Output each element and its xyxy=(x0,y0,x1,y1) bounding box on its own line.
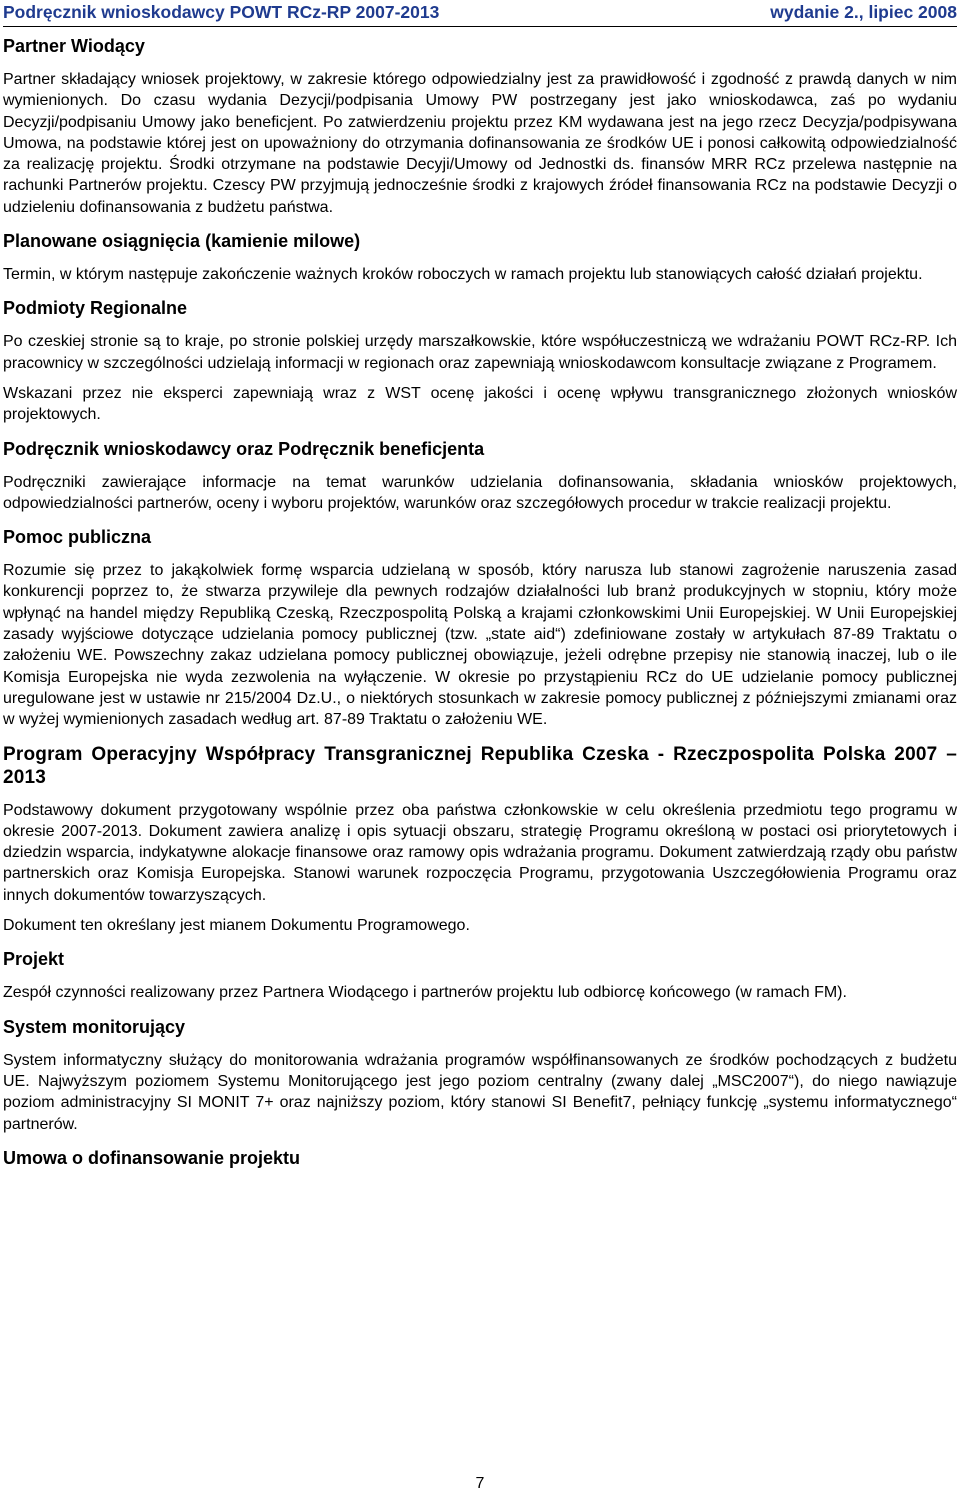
paragraph-program-operacyjny-1: Podstawowy dokument przygotowany wspólnie przez oba państwa członkowskie w celu określenia przedmiotu tego programu w okresie 2007-2013. Dokument zawiera analizę i opis sytuacji obszaru, strategię Programu określoną w postaci osi priorytetowych i dziedzin wsparcia, indykatywne alokacje finansowe oraz ramowy opis wdrażania programu. Dokument zatwierdzają rządy obu państw partnerskich oraz Komisja Europejska. Stanowi warunek rozpoczęcia Programu, przygotowania Uszczegółowienia Programu oraz innych dokumentów towarzyszących. xyxy=(3,801,957,904)
paragraph-system-monitorujacy: System informatyczny służący do monitorowania wdrażania programów współfinansowanych ze środków pochodzących z budżetu UE. Najwyższym poziomem Systemu Monitorującego jest jego poziom centralny (zwany dalej „MSC2007“), do niego nawiązuje poziom administracyjny SI MONIT 7+ oraz najniższy poziom, który stanowi SI Benefit7, pełniący funkcję „systemu informatycznego“ partnerów. xyxy=(3,1051,957,1133)
paragraph-podreczniki: Podręczniki zawierające informacje na temat warunków udzielania dofinansowania, składania wniosków projektowych, odpowiedzialności partnerów, oceny i wyboru projektów, warunków oraz szczegółowych procedur w trakcie realizacji projektu. xyxy=(3,473,957,512)
paragraph-projekt: Zespół czynności realizowany przez Partnera Wiodącego i partnerów projektu lub odbiorcę końcowego (w ramach FM). xyxy=(3,984,847,1002)
heading-partner-wiodacy: Partner Wiodący xyxy=(3,36,145,56)
heading-umowa-o-dofinansowanie: Umowa o dofinansowanie projektu xyxy=(3,1147,301,1168)
page-number: 7 xyxy=(475,1475,485,1492)
heading-system-monitorujacy: System monitorujący xyxy=(3,1016,186,1037)
paragraph-podmioty-regionalne-2: Wskazani przez nie eksperci zapewniają wraz z WST ocenę jakości i ocenę wpływu transgranicznego złożonych wniosków projektowych. xyxy=(3,384,957,424)
paragraph-program-operacyjny-2: Dokument ten określany jest mianem Dokumentu Programowego. xyxy=(3,917,470,935)
heading-podmioty-regionalne: Podmioty Regionalne xyxy=(3,298,188,319)
page-header xyxy=(3,0,957,27)
document-title: Podręcznik wnioskodawcy POWT RCz-RP 2007-2013 xyxy=(3,2,440,22)
heading-kamienie-milowe: Planowane osiągnięcia (kamienie milowe) xyxy=(3,231,361,252)
paragraph-partner-wiodacy: Partner składający wniosek projektowy, w zakresie którego odpowiedzialny jest za prawidłowość i zgodność z prawdą danych w nim wymienionych. Do czasu wydania Dezycji/podpisania Umowy PW postrzegany jest jako wnioskodawca, zaś po wydaniu Decyzji/podpisaniu Umowy jako beneficjent. Po zatwierdzeniu projektu przez KM wydawana jest na jego rzecz Decyzja/podpisywana Umowa, na podstawie której jest on upoważniony do otrzymania dofinansowania ze środków UE i ponosi całkowitą odpowiedzialność za realizację projektu. Środki otrzymane na podstawie Decyji/Umowy od Jednostki ds. finansów MRR RCz przelewa następnie na rachunki Partnerów projektu. Czescy PW przyjmują jednocześnie środki z krajowych źródeł finansowania RCz na podstawie Decyzji o udzieleniu dofinansowania z budżetu państwa. xyxy=(3,71,957,216)
paragraph-podmioty-regionalne-1: Po czeskiej stronie są to kraje, po stronie polskiej urzędy marszałkowskie, które współuczestniczą we wdrażaniu POWT RCz-RP. Ich pracownicy w szczególności udzielają informacji w regionach oraz zapewniają wnioskodawcom konsultacje związane z Programem. xyxy=(3,333,957,372)
heading-pomoc-publiczna: Pomoc publiczna xyxy=(3,527,152,548)
heading-program-operacyjny: Program Operacyjny Współpracy Transgranicznej Republika Czeska - Rzeczpospolita Polska 2007 – 2013 xyxy=(3,743,957,788)
heading-projekt: Projekt xyxy=(3,949,65,970)
paragraph-kamienie-milowe: Termin, w którym następuje zakończenie ważnych kroków roboczych w ramach projektu lub stanowiących całość działań projektu. xyxy=(3,266,923,284)
document-body xyxy=(3,35,957,1170)
heading-podreczniki: Podręcznik wnioskodawcy oraz Podręcznik beneficjenta xyxy=(3,438,485,459)
document-edition: wydanie 2., lipiec 2008 xyxy=(770,2,957,22)
paragraph-pomoc-publiczna: Rozumie się przez to jakąkolwiek formę wsparcia udzielaną w sposób, który narusza lub stanowi zagrożenie naruszenia zasad konkurencji poprzez to, że stwarza przywileje dla pewnych rodzajów działalności lub branż produkcyjnych w stopniu, który może wpłynąć na handel między Republiką Czeską, Rzeczpospolitą Polską a krajami członkowskimi Unii Europejskiej. W Unii Europejskiej zasady wyjściowe dotyczące udzielania pomocy publicznej (tzw. „state aid“) zdefiniowane zostały w artykułach 87-89 Traktatu o założeniu WE. Powszechny zakaz udzielana pomocy publicznej obowiązuje, jeżeli odrębne przepisy nie stanowią inaczej, lub o ile Komisja Europejska nie wyda zezwolenia na wyłączenie. W okresie po przystąpieniu RCz do UE udzielanie pomocy publicznej uregulowane jest w ustawie nr 215/2004 Dz.U., o niektórych stosunkach w zakresie pomocy publicznej z późniejszymi zmianami oraz w wyżej wymienionych zasadach według art. 87-89 Traktatu o założeniu WE. xyxy=(3,562,957,729)
